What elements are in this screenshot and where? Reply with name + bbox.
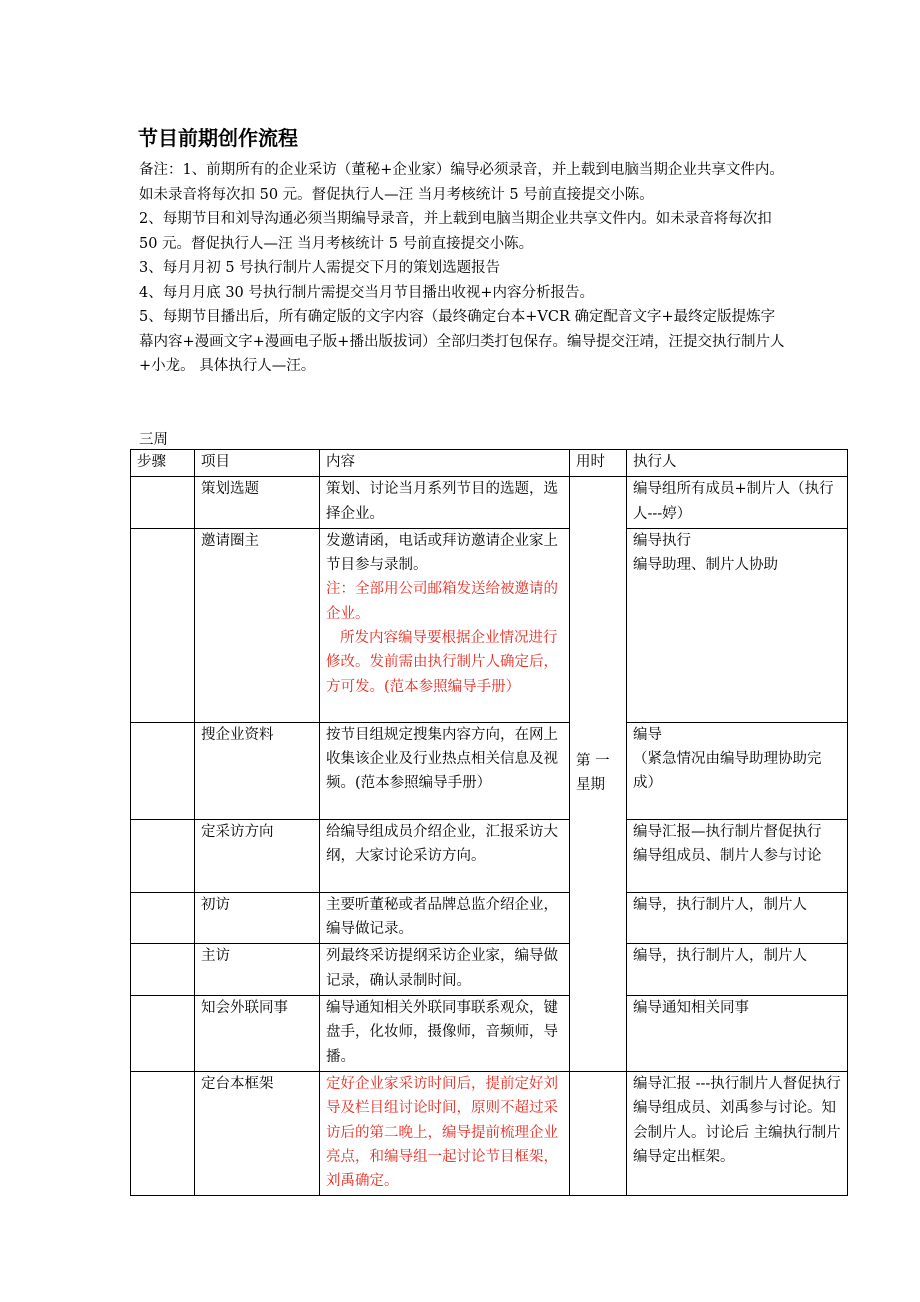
content-text: 发邀请函，电话或拜访邀请企业家上节目参与录制。 (326, 532, 558, 574)
table-header-row (131, 450, 848, 477)
cell-executor: 编导，执行制片人，制片人 (627, 892, 848, 944)
content-note-red: 注：全部用公司邮箱发送给被邀请的企业。 (326, 581, 558, 622)
header-item: 项目 (195, 450, 320, 477)
cell-executor (627, 528, 848, 722)
cell-content: 策划、讨论当月系列节目的选题，选择企业。 (320, 477, 570, 529)
content-note-red: 所发内容编导要根据企业情况进行修改。发前需由执行制片人确定后，方可发。(范本参照编导手册） (326, 630, 558, 695)
notes-section (139, 158, 789, 379)
cell-item: 知会外联同事 (195, 996, 320, 1072)
note-5: 5、每期节目播出后，所有确定版的文字内容（最终确定台本+VCR 确定配音文字+最终定版提炼字幕内容+漫画文字+漫画电子版+播出版拔词）全部归类打包保存。编导提交汪靖，汪提交执行制片人+小龙。 具体执行人—汪。 (139, 309, 785, 374)
note-3: 3、每月月初 5 号执行制片人需提交下月的策划选题报告 (139, 260, 501, 276)
cell-step (131, 722, 195, 819)
cell-content: 按节目组规定搜集内容方向，在网上收集该企业及行业热点相关信息及视频。(范本参照编导手册） (320, 722, 570, 819)
executor-text: 编导执行 (633, 532, 691, 549)
cell-step (131, 996, 195, 1072)
table-row (131, 528, 848, 722)
cell-executor (627, 722, 848, 819)
cell-executor: 编导，执行制片人，制片人 (627, 944, 848, 996)
table-row (131, 477, 848, 529)
executor-text: 编导汇报 ---执行制片人督促执行 (633, 1075, 841, 1092)
cell-content: 给编导组成员介绍企业，汇报采访大纲，大家讨论采访方向。 (320, 819, 570, 892)
cell-content (320, 528, 570, 722)
cell-step (131, 477, 195, 529)
weeks-label: 三周 (139, 432, 168, 448)
cell-step (131, 528, 195, 722)
table-row (131, 892, 848, 944)
note-1: 备注：1、前期所有的企业采访（董秘+企业家）编导必须录音，并上载到电脑当期企业共享文件内。如未录音将每次扣 50 元。督促执行人—汪 当月考核统计 5 号前直接提交小陈。 (139, 162, 784, 203)
cell-time-week1 (570, 477, 627, 1072)
cell-time (570, 1071, 627, 1195)
cell-content: 主要听董秘或者品牌总监介绍企业，编导做记录。 (320, 892, 570, 944)
executor-text: 编导助理、制片人协助 (633, 557, 778, 574)
executor-text: 编导组成员、制片人参与讨论 (633, 848, 822, 865)
header-step: 步骤 (131, 450, 195, 477)
executor-text: 编导汇报—执行制片督促执行 (633, 823, 822, 840)
cell-content: 编导通知相关外联同事联系观众，键盘手，化妆师，摄像师，音频师，导播。 (320, 996, 570, 1072)
cell-item: 策划选题 (195, 477, 320, 529)
table-row (131, 722, 848, 819)
cell-step (131, 1071, 195, 1195)
workflow-table (130, 449, 848, 1196)
cell-executor (627, 1071, 848, 1195)
cell-step (131, 819, 195, 892)
cell-item: 定采访方向 (195, 819, 320, 892)
cell-item: 搜企业资料 (195, 722, 320, 819)
cell-content: 列最终采访提纲采访企业家，编导做记录，确认录制时间。 (320, 944, 570, 996)
document-title: 节目前期创作流程 (138, 126, 298, 150)
cell-item: 定台本框架 (195, 1071, 320, 1195)
cell-executor (627, 819, 848, 892)
note-2: 2、每期节目和刘导沟通必须当期编导录音，并上载到电脑当期企业共享文件内。如未录音将每次扣 50 元。督促执行人—汪 当月考核统计 5 号前直接提交小陈。 (139, 211, 772, 252)
cell-executor: 编导通知相关同事 (627, 996, 848, 1072)
header-time: 用时 (570, 450, 627, 477)
executor-text: 编导 (633, 726, 662, 743)
table-row (131, 1071, 848, 1195)
cell-item: 主访 (195, 944, 320, 996)
header-content: 内容 (320, 450, 570, 477)
week1-label: 第 一 星期 (576, 752, 610, 794)
executor-text: 编导组成员、刘禹参与讨论。知会制片人。讨论后 主编执行制片 编导定出框架。 (633, 1100, 841, 1165)
table-row (131, 996, 848, 1072)
executor-text: （紧急情况由编导助理协助完成） (633, 751, 822, 792)
cell-executor: 编导组所有成员+制片人（执行人---婷） (627, 477, 848, 529)
table-row (131, 944, 848, 996)
cell-item: 邀请圈主 (195, 528, 320, 722)
table-row (131, 819, 848, 892)
cell-item: 初访 (195, 892, 320, 944)
cell-step (131, 892, 195, 944)
cell-step (131, 944, 195, 996)
cell-content-red: 定好企业家采访时间后，提前定好刘导及栏目组讨论时间，原则不超过采访后的第二晚上，编导提前梳理企业亮点，和编导组一起讨论节目框架，刘禹确定。 (320, 1071, 570, 1195)
note-4: 4、每月月底 30 号执行制片需提交当月节目播出收视+内容分析报告。 (139, 284, 595, 301)
header-executor: 执行人 (627, 450, 848, 477)
